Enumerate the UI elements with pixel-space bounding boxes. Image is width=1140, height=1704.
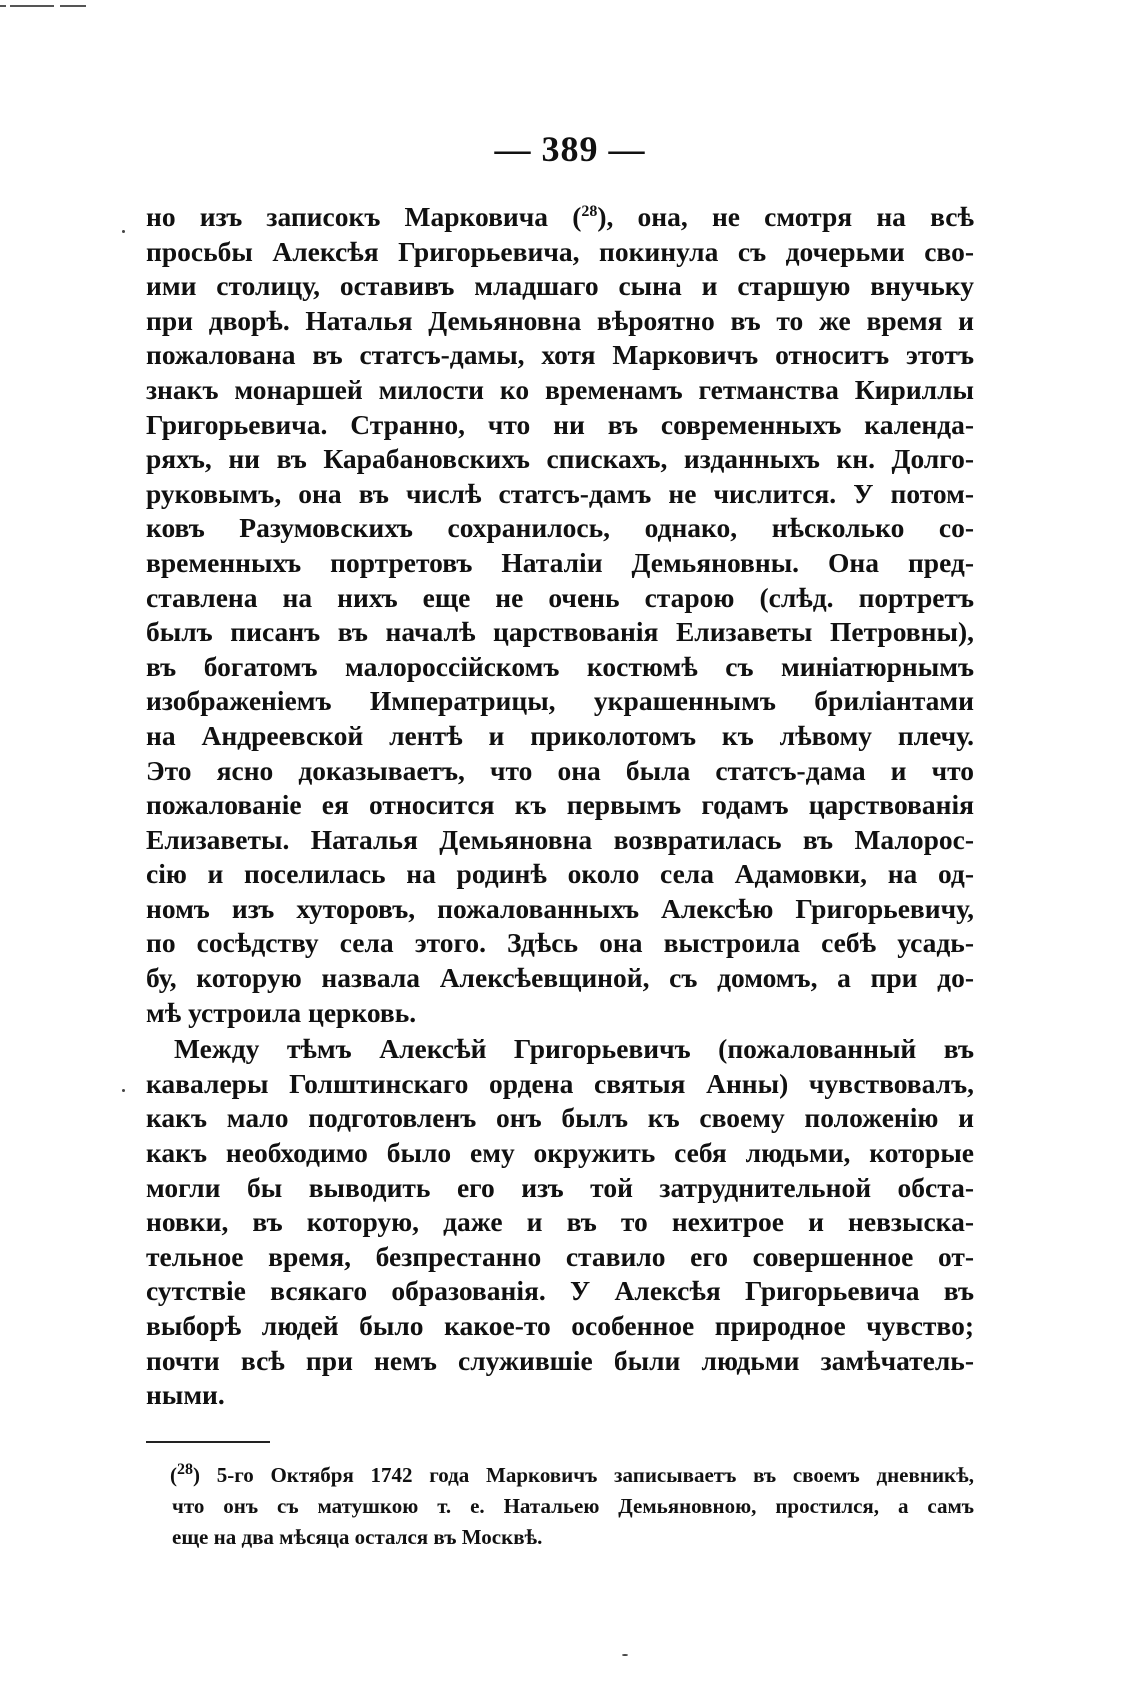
text-line: знакъ монаршей милости ко временамъ гетманства Кириллы (146, 373, 974, 405)
text-span: ) 5-го Октября 1742 года Марковичъ записываетъ въ своемъ дневникѣ, (193, 1463, 974, 1487)
footnote (172, 1460, 974, 1553)
text-line: въ богатомъ малороссійскомъ костюмѣ съ миніатюрнымъ (146, 650, 974, 682)
scan-speck (622, 1654, 628, 1656)
scan-speck (122, 1089, 125, 1092)
footnote-line: что онъ съ матушкою т. е. Натальею Демьяновною, простился, а самъ (172, 1494, 974, 1518)
text-span: но изъ записокъ Марковича ( (146, 201, 582, 232)
text-line: пожалована въ статсъ-дамы, хотя Марковичъ относитъ этотъ (146, 339, 974, 371)
text-span: ( (170, 1463, 177, 1487)
text-line: на Андреевской лентѣ и приколотомъ къ лѣвому плечу. (146, 719, 974, 751)
text-line: ставлена на нихъ еще не очень старою (слѣд. портретъ (146, 581, 974, 613)
scan-speck (122, 230, 125, 233)
text-line: тельное время, безпрестанно ставило его совершенное от- (146, 1240, 974, 1272)
text-line: Елизаветы. Наталья Демьяновна возвратилась въ Малорос- (146, 823, 974, 855)
text-line: Григорьевича. Странно, что ни въ современныхъ календа- (146, 408, 974, 440)
text-line: изображеніемъ Императрицы, украшеннымъ бриліантами (146, 685, 974, 717)
text-line: мѣ устроила церковь. (146, 996, 417, 1028)
text-line: былъ писанъ въ началѣ царствованія Елизаветы Петровны), (146, 616, 974, 648)
text-line: ими столицу, оставивъ младшаго сына и старшую внучьку (146, 270, 974, 302)
main-text (146, 200, 974, 1413)
text-line: ными. (146, 1379, 225, 1411)
text-line: сутствіе всякаго образованія. У Алексѣя Григорьевича въ (146, 1275, 974, 1307)
text-span: ), она, не смотря на всѣ (597, 201, 974, 232)
text-line: ковъ Разумовскихъ сохранилось, однако, нѣсколько со- (146, 512, 974, 544)
text-line: выборѣ людей было какое-то особенное природное чувство; (146, 1310, 974, 1341)
text-line: Между тѣмъ Алексѣй Григорьевичъ (пожалованный въ (174, 1033, 974, 1065)
footnote-line: еще на два мѣсяца остался въ Москвѣ. (172, 1525, 543, 1549)
footnote-label: 28 (177, 1461, 193, 1478)
text-line: какъ необходимо было ему окружить себя людьми, которые (146, 1137, 974, 1169)
text-line: ряхъ, ни въ Карабановскихъ спискахъ, изданныхъ кн. Долго- (146, 443, 974, 475)
text-line: Это ясно доказываетъ, что она была статсъ-дама и что (146, 754, 974, 786)
footnote-divider (146, 1441, 270, 1443)
text-line: по сосѣдству села этого. Здѣсь она выстроила себѣ усадь- (146, 927, 974, 959)
footnote-line (170, 1460, 974, 1491)
page-number: — 389 — (494, 129, 646, 169)
text-line: номъ изъ хуторовъ, пожалованныхъ Алексѣю Григорьевичу, (146, 892, 974, 924)
text-line (146, 200, 974, 235)
text-line: бу, которую назвала Алексѣевщиной, съ домомъ, а при до- (146, 962, 974, 994)
text-line: при дворѣ. Наталья Демьяновна вѣроятно въ то же время и (146, 304, 974, 336)
text-line: руковымъ, она въ числѣ статсъ-дамъ не числится. У потом- (146, 477, 974, 509)
text-line: почти всѣ при немъ служившіе были людьми замѣчатель- (146, 1344, 974, 1376)
text-line: могли бы выводить его изъ той затруднительной обста- (146, 1171, 974, 1203)
text-line: кавалеры Голштинскаго ордена святыя Анны) чувствовалъ, (146, 1067, 974, 1099)
scan-corner-mark (0, 0, 90, 10)
text-line: какъ мало подготовленъ онъ былъ къ своему положенію и (146, 1102, 974, 1134)
text-line: просьбы Алексѣя Григорьевича, покинула съ дочерьми сво- (146, 235, 974, 267)
footnote-reference[interactable]: 28 (581, 202, 598, 220)
text-line: временныхъ портретовъ Наталіи Демьяновны. Она пред- (146, 546, 974, 578)
text-line: новки, въ которую, даже и въ то нехитрое и невзыска- (146, 1206, 974, 1238)
paragraph-2 (146, 1032, 974, 1413)
text-line: сію и поселилась на родинѣ около села Адамовки, на од- (146, 858, 974, 890)
text-line: пожалованіе ея относится къ первымъ годамъ царствованія (146, 789, 974, 821)
